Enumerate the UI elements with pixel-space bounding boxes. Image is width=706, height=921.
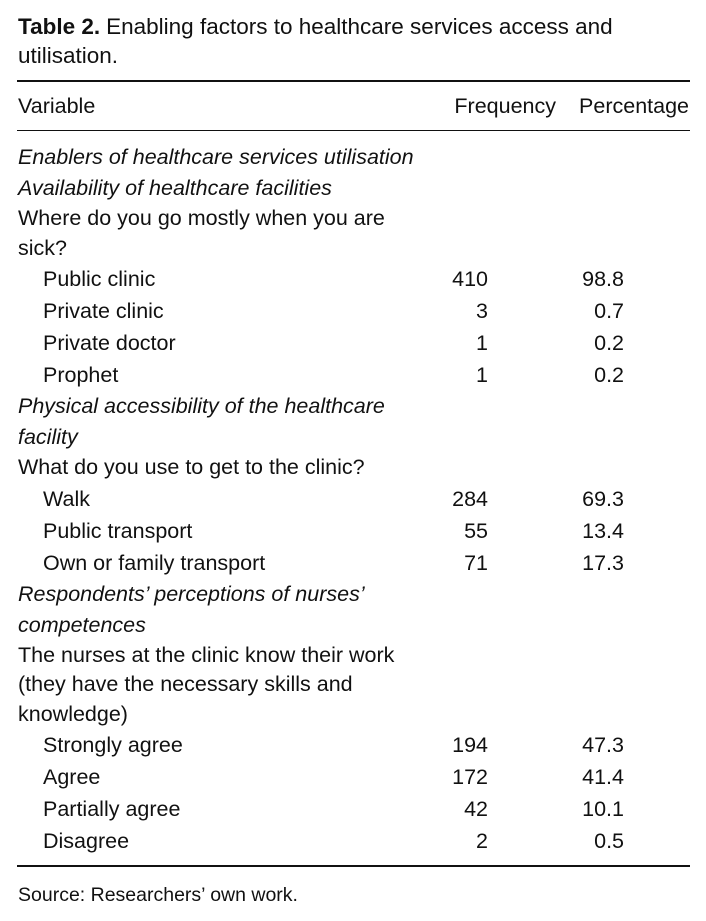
section-heading-row — [0, 142, 706, 173]
row-label: Disagree — [43, 829, 130, 853]
frequency-cell: 71 — [464, 550, 488, 575]
section-heading-row — [0, 579, 706, 641]
table-row — [0, 359, 706, 391]
row-label: Agree — [43, 765, 101, 789]
table-row — [0, 263, 706, 295]
row-label: Public clinic — [43, 267, 156, 291]
table-row — [0, 825, 706, 857]
row-label: Strongly agree — [43, 733, 183, 757]
table-header-rule — [17, 130, 690, 131]
row-label: Physical accessibility of the healthcare facility — [18, 394, 385, 449]
column-header-frequency: Frequency — [454, 94, 556, 118]
question-row — [0, 641, 706, 730]
percentage-cell: 17.3 — [582, 550, 624, 575]
column-header-percentage: Percentage — [579, 94, 689, 118]
table-body — [0, 142, 706, 857]
table-row — [0, 761, 706, 793]
percentage-cell: 41.4 — [582, 765, 624, 789]
table-source-note: Source: Researchers’ own work. — [18, 884, 298, 906]
table-row — [0, 729, 706, 761]
percentage-cell: 13.4 — [582, 518, 624, 543]
row-label: Where do you go mostly when you are sick? — [18, 206, 385, 260]
frequency-cell: 3 — [476, 299, 488, 323]
row-label: Private doctor — [43, 331, 176, 355]
frequency-cell: 410 — [452, 267, 488, 291]
percentage-cell: 0.2 — [594, 363, 624, 387]
question-row — [0, 453, 706, 483]
table-bottom-rule — [17, 865, 690, 867]
table-caption-text: Enabling factors to healthcare services access and utilisation. — [18, 14, 613, 68]
question-row — [0, 204, 706, 263]
table-caption — [18, 12, 688, 70]
table-row — [0, 327, 706, 359]
frequency-cell: 172 — [452, 765, 488, 789]
frequency-cell: 284 — [452, 486, 488, 511]
table-row — [0, 793, 706, 825]
table-row — [0, 483, 706, 515]
frequency-cell: 194 — [452, 733, 488, 757]
row-label: Walk — [43, 486, 90, 511]
table-row — [0, 295, 706, 327]
table-caption-label: Table 2. — [18, 14, 101, 39]
column-header-variable: Variable — [18, 94, 96, 118]
table-row — [0, 547, 706, 579]
percentage-cell: 0.7 — [594, 299, 624, 323]
section-heading-row — [0, 391, 706, 453]
frequency-cell: 1 — [476, 363, 488, 387]
percentage-cell: 47.3 — [582, 733, 624, 757]
row-label: Private clinic — [43, 299, 164, 323]
row-label: Partially agree — [43, 797, 181, 821]
frequency-cell: 55 — [464, 518, 488, 543]
row-label: Own or family transport — [43, 550, 266, 575]
frequency-cell: 2 — [476, 829, 488, 853]
row-label: The nurses at the clinic know their work (they have the necessary skills and knowledge) — [18, 642, 395, 726]
percentage-cell: 0.2 — [594, 331, 624, 355]
percentage-cell: 98.8 — [582, 267, 624, 291]
percentage-cell: 69.3 — [582, 486, 624, 511]
frequency-cell: 42 — [464, 797, 488, 821]
row-label: Respondents’ perceptions of nurses’ competences — [18, 581, 364, 637]
percentage-cell: 10.1 — [582, 797, 624, 821]
row-label: Prophet — [43, 363, 119, 387]
table-row — [0, 515, 706, 547]
row-label: Enablers of healthcare services utilisation — [18, 145, 414, 169]
row-label: Availability of healthcare facilities — [18, 176, 332, 200]
percentage-cell: 0.5 — [594, 829, 624, 853]
row-label: Public transport — [43, 518, 193, 543]
frequency-cell: 1 — [476, 331, 488, 355]
row-label: What do you use to get to the clinic? — [18, 455, 365, 479]
section-heading-row — [0, 173, 706, 204]
table-header — [0, 80, 706, 130]
